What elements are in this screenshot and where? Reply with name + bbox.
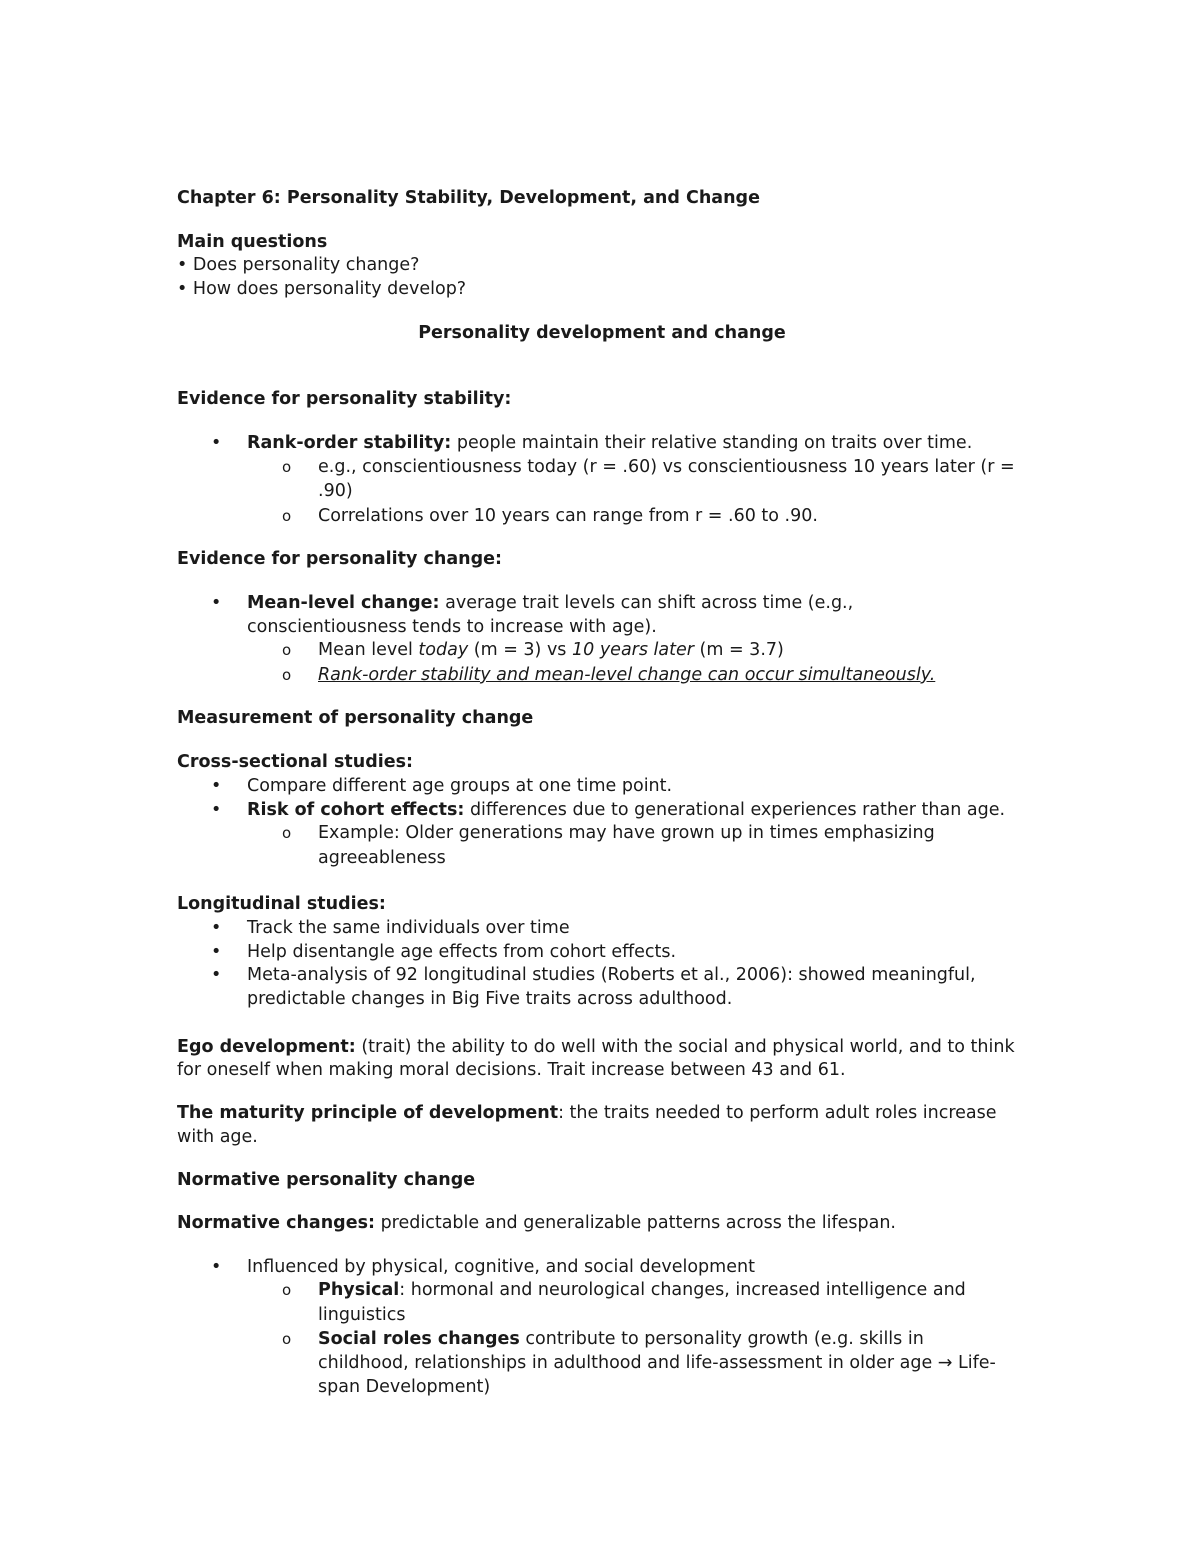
longitudinal-item bbox=[211, 963, 976, 987]
bullet-icon: • bbox=[177, 255, 188, 275]
ego-development-text-cont: for oneself when making moral decisions. Trait increase between 43 and 61. bbox=[177, 1060, 846, 1080]
mean-level-term: Mean-level change: bbox=[247, 593, 440, 613]
rank-order-term: Rank-order stability: bbox=[247, 433, 452, 453]
bullet-icon: • bbox=[211, 965, 222, 985]
rank-order-text: people maintain their relative standing on traits over time. bbox=[451, 433, 973, 453]
normative-changes-term: Normative changes: bbox=[177, 1213, 375, 1233]
normative-heading: Normative personality change bbox=[177, 1170, 476, 1190]
mean-level-text-cont: conscientiousness tends to increase with age). bbox=[247, 617, 657, 637]
maturity-text-cont: with age. bbox=[177, 1127, 258, 1147]
change-sub-text: Mean level bbox=[318, 640, 419, 660]
bullet-icon: • bbox=[211, 800, 222, 820]
longitudinal-text-cont: predictable changes in Big Five traits across adulthood. bbox=[247, 989, 733, 1009]
rank-order-item bbox=[211, 431, 973, 455]
social-roles-text: contribute to personality growth (e.g. skills in bbox=[519, 1329, 924, 1349]
longitudinal-heading: Longitudinal studies: bbox=[177, 894, 386, 914]
longitudinal-text: Meta-analysis of 92 longitudinal studies (Roberts et al., 2006): showed meaningful, bbox=[247, 965, 976, 985]
sub-bullet-icon: o bbox=[282, 1281, 292, 1299]
bullet-icon: • bbox=[211, 1257, 222, 1277]
bullet-icon: • bbox=[211, 918, 222, 938]
longitudinal-text: Help disentangle age effects from cohort effects. bbox=[247, 942, 677, 962]
cross-sectional-heading: Cross-sectional studies: bbox=[177, 752, 414, 772]
maturity-term: The maturity principle of development bbox=[177, 1103, 559, 1123]
social-roles-term: Social roles changes bbox=[318, 1329, 520, 1349]
stability-sub-item bbox=[282, 504, 818, 528]
stability-sub-text: Correlations over 10 years can range from r = .60 to .90. bbox=[318, 506, 818, 526]
longitudinal-item bbox=[211, 940, 677, 964]
change-sub-text: (m = 3.7) bbox=[693, 640, 784, 660]
social-sub-item bbox=[282, 1327, 924, 1351]
bullet-icon: • bbox=[211, 433, 222, 453]
section-title: Personality development and change bbox=[418, 323, 786, 343]
measurement-heading: Measurement of personality change bbox=[177, 708, 534, 728]
today-emphasis: today bbox=[418, 640, 469, 660]
example-text-cont: agreeableness bbox=[318, 848, 446, 868]
bullet-icon: • bbox=[211, 942, 222, 962]
ego-development-term: Ego development: bbox=[177, 1037, 356, 1057]
normative-changes-text: predictable and generalizable patterns across the lifespan. bbox=[375, 1213, 896, 1233]
sub-bullet-icon: o bbox=[282, 641, 292, 659]
ego-development-paragraph bbox=[177, 1035, 1015, 1059]
cross-sectional-item bbox=[211, 774, 673, 798]
main-question-item bbox=[177, 277, 466, 301]
bullet-icon: • bbox=[211, 776, 222, 796]
sub-bullet-icon: o bbox=[282, 458, 292, 476]
main-question-text: Does personality change? bbox=[192, 255, 420, 275]
sub-bullet-icon: o bbox=[282, 1330, 292, 1348]
cohort-effects-term: Risk of cohort effects: bbox=[247, 800, 465, 820]
stability-sub-item bbox=[282, 455, 1015, 479]
change-heading: Evidence for personality change: bbox=[177, 549, 502, 569]
stability-heading: Evidence for personality stability: bbox=[177, 389, 512, 409]
bullet-icon: • bbox=[211, 593, 222, 613]
cohort-effects-text: differences due to generational experiences rather than age. bbox=[464, 800, 1006, 820]
cohort-effects-item bbox=[211, 798, 1006, 822]
sub-bullet-icon: o bbox=[282, 507, 292, 525]
stability-sub-text: e.g., conscientiousness today (r = .60) vs conscientiousness 10 years later (r = bbox=[318, 457, 1015, 477]
simultaneous-note: Rank-order stability and mean-level change can occur simultaneously. bbox=[318, 665, 936, 685]
longitudinal-item bbox=[211, 916, 570, 940]
mean-level-text: average trait levels can shift across time (e.g., bbox=[439, 593, 854, 613]
main-question-item bbox=[177, 253, 419, 277]
normative-item-text: Influenced by physical, cognitive, and social development bbox=[247, 1257, 755, 1277]
physical-term: Physical bbox=[318, 1280, 400, 1300]
social-roles-text-cont: childhood, relationships in adulthood and life-assessment in older age → Life- bbox=[318, 1353, 996, 1373]
main-question-text: How does personality develop? bbox=[192, 279, 467, 299]
longitudinal-text: Track the same individuals over time bbox=[247, 918, 570, 938]
physical-text: : hormonal and neurological changes, increased intelligence and bbox=[399, 1280, 966, 1300]
example-sub-item bbox=[282, 821, 935, 845]
stability-sub-text-cont: .90) bbox=[318, 481, 353, 501]
change-sub-item bbox=[282, 638, 784, 662]
normative-item bbox=[211, 1255, 755, 1279]
physical-text-cont: linguistics bbox=[318, 1305, 406, 1325]
later-emphasis: 10 years later bbox=[571, 640, 694, 660]
sub-bullet-icon: o bbox=[282, 666, 292, 684]
document-title: Chapter 6: Personality Stability, Development, and Change bbox=[177, 188, 760, 208]
maturity-paragraph bbox=[177, 1101, 997, 1125]
change-sub-item bbox=[282, 663, 936, 687]
example-text: Example: Older generations may have grown up in times emphasizing bbox=[318, 823, 935, 843]
main-questions-heading: Main questions bbox=[177, 232, 328, 252]
maturity-text: : the traits needed to perform adult roles increase bbox=[558, 1103, 997, 1123]
change-sub-text: (m = 3) vs bbox=[468, 640, 572, 660]
physical-sub-item bbox=[282, 1278, 966, 1302]
ego-development-text: (trait) the ability to do well with the social and physical world, and to think bbox=[355, 1037, 1015, 1057]
sub-bullet-icon: o bbox=[282, 824, 292, 842]
social-roles-text-cont: span Development) bbox=[318, 1377, 491, 1397]
normative-changes-paragraph bbox=[177, 1211, 896, 1235]
bullet-icon: • bbox=[177, 279, 188, 299]
cross-sectional-text: Compare different age groups at one time point. bbox=[247, 776, 673, 796]
mean-level-item bbox=[211, 591, 854, 615]
